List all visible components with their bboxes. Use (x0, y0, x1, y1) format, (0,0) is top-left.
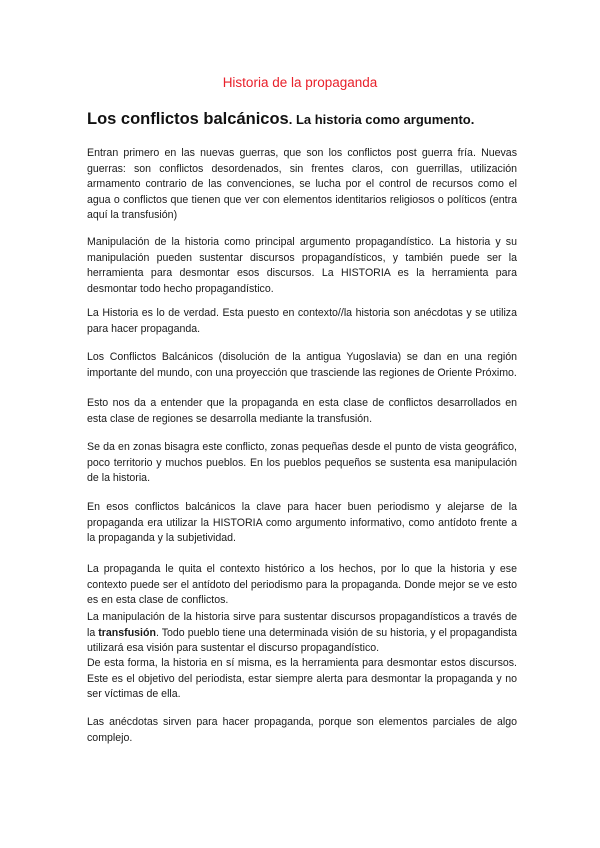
heading-sub: . La historia como argumento. (288, 112, 475, 127)
paragraph-1: Entran primero en las nuevas guerras, que son los conflictos post guerra fría. Nuevas guerras: son conflictos desordenados, sin frentes claros, con guerrillas, utilización armamento contrario de las convenciones, se lucha por el control de recursos como el agua o conflictos que tienen que ver con elementos identitarios religiosos o políticos (entra aquí la transfusión) (87, 147, 517, 221)
paragraph-9 (87, 610, 517, 657)
paragraph-10: De esta forma, la historia en sí misma, es la herramienta para desmontar estos discursos. Este es el objetivo del periodista, estar siempre alerta para desmontar la propaganda y no ser víctimas de ella. (87, 657, 517, 700)
transfusion-term: transfusión (98, 626, 156, 639)
paragraph-8: La propaganda le quita el contexto histórico a los hechos, por lo que la historia y ese contexto puede ser el antídoto del periodismo para la propaganda. Donde mejor se ve esto es en esta clase de conflictos. (87, 563, 517, 606)
paragraph-2: Manipulación de la historia como principal argumento propagandístico. La historia y su manipulación pueden sustentar discursos propagandísticos, y también puede ser la herramienta para desmontar esos discursos. La HISTORIA es la herramienta para desmontar todo hecho propagandístico. (87, 236, 517, 295)
paragraph-4: Los Conflictos Balcánicos (disolución de la antigua Yugoslavia) se dan en una región importante del mundo, con una proyección que trasciende las regiones de Oriente Próximo. (87, 351, 517, 379)
paragraph-6: Se da en zonas bisagra este conflicto, zonas pequeñas desde el punto de vista geográfico, poco territorio y muchos pueblos. En los pueblos pequeños se sustenta esa manipulación de la historia. (87, 441, 517, 484)
paragraph-3: La Historia es lo de verdad. Esta puesto en contexto//la historia son anécdotas y se utiliza para hacer propaganda. (87, 307, 517, 335)
paragraph-9-end: . Todo pueblo tiene una determinada visión de su historia, y el propagandista utilizará esa visión para sustentar el discurso propagandístico. (87, 626, 517, 654)
paragraph-9-start: La manipulación de la historia sirve para sustentar discursos propagandísticos a través de la (87, 611, 517, 639)
heading-main: Los conflictos balcánicos (87, 110, 289, 128)
paragraph-7: En esos conflictos balcánicos la clave para hacer buen periodismo y alejarse de la propaganda era utilizar la HISTORIA como argumento informativo, como antídoto frente a la propaganda y la subjetividad. (87, 501, 517, 544)
section-heading (87, 110, 527, 129)
paragraph-11: Las anécdotas sirven para hacer propaganda, porque son elementos parciales de algo complejo. (87, 716, 517, 744)
paragraph-5: Esto nos da a entender que la propaganda en esta clase de conflictos desarrollados en esta clase de regiones se desarrolla mediante la transfusión. (87, 397, 517, 425)
document-title: Historia de la propaganda (222, 75, 378, 90)
